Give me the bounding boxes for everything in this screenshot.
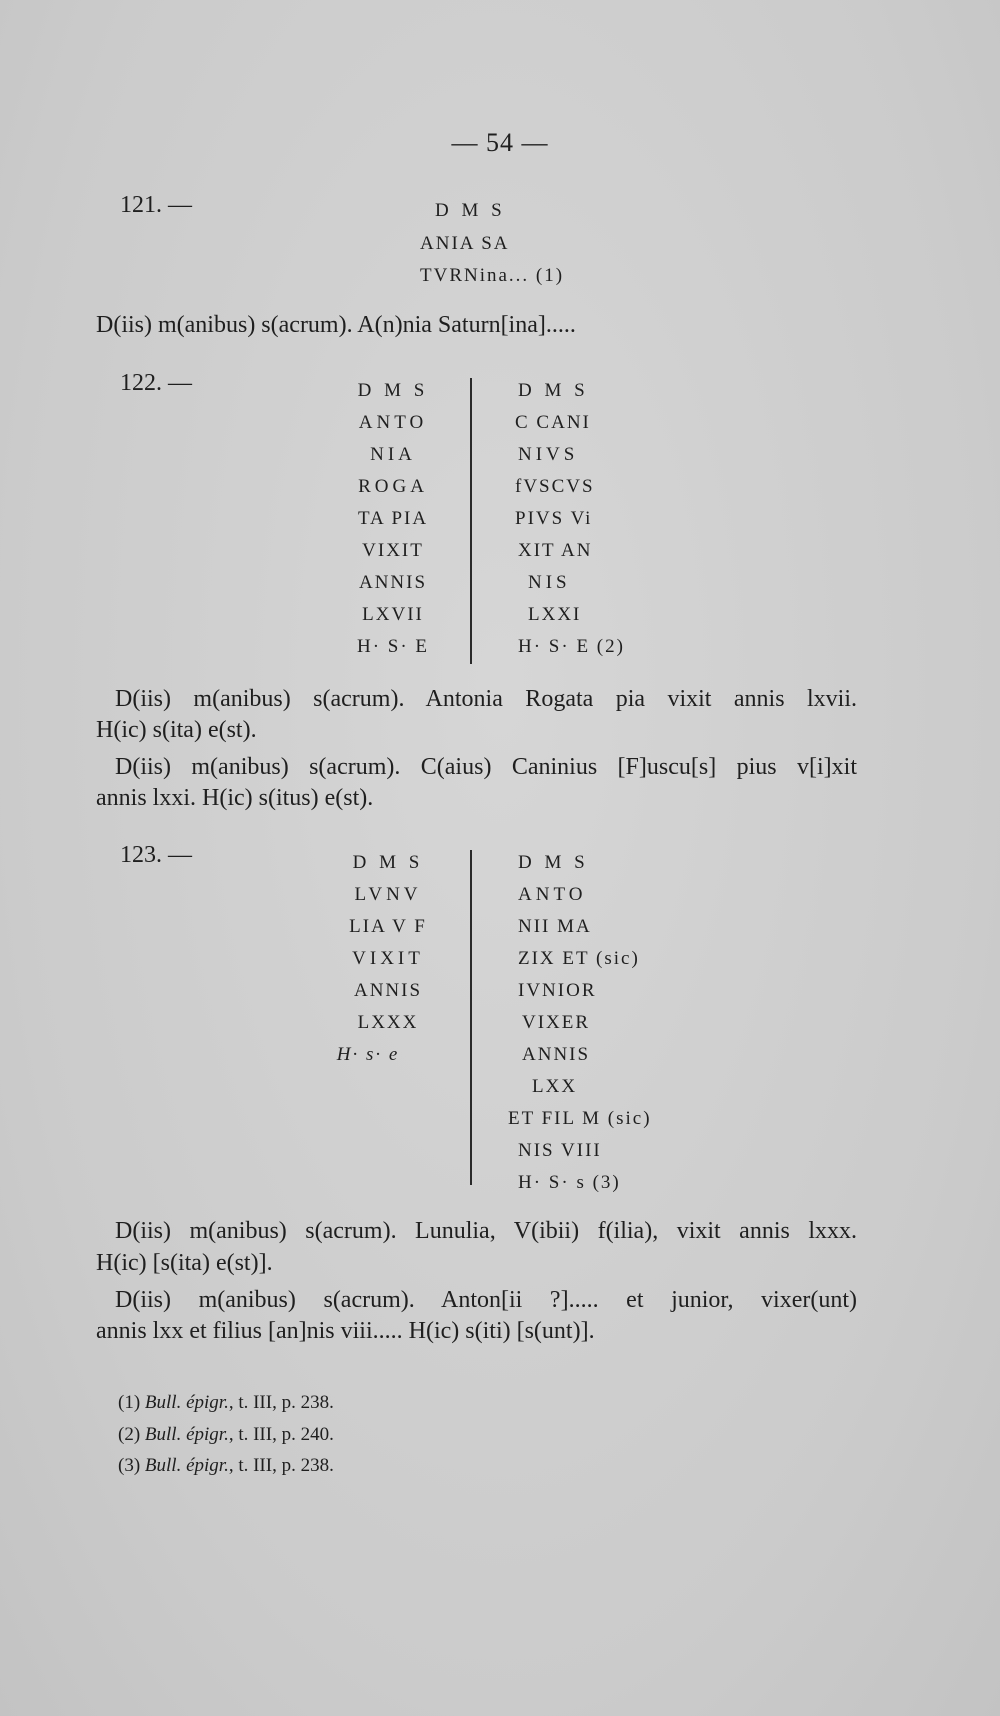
inscription-line: VIXER [522,1012,591,1033]
inscription-line: fVSCVS [515,476,595,497]
inscription-line: D M S [518,380,589,401]
translation-line: D(iis) m(anibus) s(acrum). A(n)nia Saturn[ina]..... [96,312,576,338]
inscription-line: ANNIS [353,980,423,1001]
footnote [118,1392,334,1414]
footnote-source: Bull. épigr. [144,1392,229,1413]
inscription-line: TVRNina... (1) [420,265,565,286]
column-divider [470,850,472,1185]
inscription-line: NIA [370,444,416,465]
footnote-rest: , t. III, p. 238. [228,1455,334,1476]
inscription-line: ZIX ET (sic) [518,948,640,969]
inscription-line: C CANI [515,412,591,433]
translation-line: annis lxxi. H(ic) s(itus) e(st). [96,785,374,811]
column-divider [470,378,472,664]
inscription-line: D M S [435,200,506,221]
footnote-source: Bull. épigr. [144,1424,229,1445]
inscription-line: H· S· s (3) [518,1172,621,1193]
translation-line: D(iis) m(anibus) s(acrum). Antonia Rogata pia vixit annis lxvii. [115,686,857,712]
inscription-line: LXVII [362,604,424,625]
inscription-number: 121. — [120,192,192,218]
translation-line: H(ic) s(ita) e(st). [96,717,257,743]
inscription-line: ROGA [358,476,428,497]
translation-line: D(iis) m(anibus) s(acrum). C(aius) Caninius [F]uscu[s] pius v[i]xit [115,754,857,780]
inscription-line: ET FIL M (sic) [508,1108,652,1129]
inscription-line: ANTO [358,412,428,433]
inscription-line: LXXI [528,604,582,625]
inscription-line: D M S [518,852,589,873]
inscription-line: LIA V F [349,916,427,937]
footnote-rest: , t. III, p. 238. [228,1392,334,1413]
translation-line: H(ic) [s(ita) e(st)]. [96,1250,273,1276]
footnote-source: Bull. épigr. [144,1455,229,1476]
inscription-line: LVNV [354,884,422,905]
inscription-line: XIT AN [518,540,593,561]
footnote-rest: , t. III, p. 240. [228,1424,334,1445]
inscription-line: NIS [528,572,571,593]
inscription-line: LXXX [357,1012,419,1033]
inscription-line: LXX [532,1076,578,1097]
translation-line: annis lxx et filius [an]nis viii..... H(ic) s(iti) [s(unt)]. [96,1318,595,1344]
inscription-line: VIXIT [352,948,424,969]
inscription-number: 123. — [120,842,192,868]
inscription-line: D M S [352,852,424,873]
inscription-line: TA PIA [357,508,429,529]
inscription-line: ANNIS [522,1044,591,1065]
inscription-line: H· S· E [356,636,430,657]
inscription-number: 122. — [120,370,192,396]
inscription-line: IVNIOR [518,980,597,1001]
inscription-line: NII MA [518,916,592,937]
inscription-line: ANNIS [358,572,428,593]
inscription-line: ANTO [518,884,587,905]
page-number: — 54 — [451,128,549,157]
footnote-mark: (3) [118,1455,141,1476]
inscription-line: NIS VIII [518,1140,602,1161]
inscription-line: ANIA SA [420,233,510,254]
footnote [118,1424,334,1446]
inscription-line: NIVS [518,444,579,465]
inscription-line: PIVS Vi [515,508,593,529]
translation-line: D(iis) m(anibus) s(acrum). Anton[ii ?]..... et junior, vixer(unt) [115,1287,857,1313]
footnote [118,1455,334,1477]
inscription-line: H· S· E (2) [518,636,625,657]
inscription-line: H· s· e [336,1044,400,1065]
translation-line: D(iis) m(anibus) s(acrum). Lunulia, V(ibii) f(ilia), vixit annis lxxx. [115,1218,857,1244]
footnote-mark: (1) [118,1392,141,1413]
footnote-mark: (2) [118,1424,141,1445]
inscription-line: D M S [357,380,429,401]
inscription-line: VIXIT [362,540,424,561]
